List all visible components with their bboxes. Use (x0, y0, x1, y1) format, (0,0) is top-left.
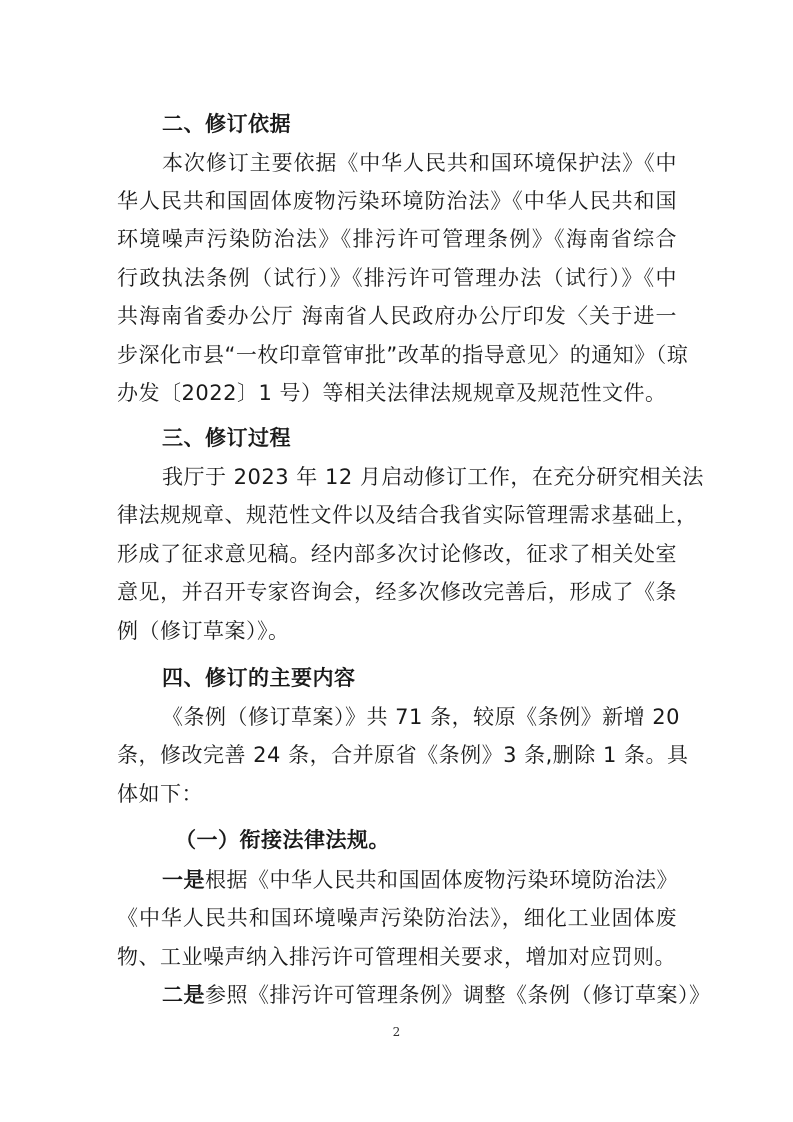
paragraph-line: 本次修订主要依据《中华人民共和国环境保护法》《中 (162, 151, 677, 175)
paragraph-line: 办发〔2022〕1 号）等相关法律法规规章及规范性文件。 (117, 381, 667, 405)
subsection-heading: （一）衔接法律法规。 (175, 828, 390, 852)
paragraph-line: 《中华人民共和国环境噪声污染防治法》，细化工业固体废 (117, 906, 677, 930)
paragraph-line: 行政执法条例（试行）》《排污许可管理办法（试行）》《中 (117, 266, 677, 290)
paragraph-line: 条，修改完善 24 条，合并原省《条例》3 条,删除 1 条。具 (117, 743, 689, 767)
paragraph-line: 环境噪声污染防治法》《排污许可管理条例》《海南省综合 (117, 227, 677, 251)
paragraph-line: 《条例（修订草案）》共 71 条，较原《条例》新增 20 (162, 705, 680, 729)
paragraph-line: 我厅于 2023 年 12 月启动修订工作，在充分研究相关法 (162, 465, 704, 489)
paragraph-line: 律法规规章、规范性文件以及结合我省实际管理需求基础上， (117, 503, 698, 527)
paragraph-line: 华人民共和国固体废物污染环境防治法》《中华人民共和国 (117, 189, 677, 213)
item-one-line (162, 866, 677, 894)
item-lead: 一是 (162, 868, 205, 892)
item-text: 参照《排污许可管理条例》调整《条例（修订草案）》 (205, 983, 711, 1007)
section-heading-basis: 二、修订依据 (162, 112, 291, 136)
paragraph-line: 共海南省委办公厅 海南省人民政府办公厅印发〈关于进一 (117, 304, 677, 328)
page-number: 2 (392, 1025, 401, 1039)
section-heading-process: 三、修订过程 (162, 426, 291, 450)
paragraph-line: 例（修订草案）》。 (117, 619, 290, 643)
paragraph-line: 体如下： (117, 782, 203, 806)
item-text: 根据《中华人民共和国固体废物污染环境防治法》 (205, 868, 678, 892)
item-lead: 二是 (162, 983, 205, 1007)
paragraph-line: 物、工业噪声纳入排污许可管理相关要求，增加对应罚则。 (117, 945, 676, 969)
item-two-line (162, 981, 711, 1009)
paragraph-line: 步深化市县“一枚印章管审批”改革的指导意见〉的通知》（琼 (117, 343, 689, 367)
paragraph-line: 意见，并召开专家咨询会，经多次修改完善后，形成了《条 (117, 580, 677, 604)
paragraph-line: 形成了征求意见稿。经内部多次讨论修改，征求了相关处室 (117, 542, 677, 566)
section-heading-content: 四、修订的主要内容 (162, 666, 356, 690)
